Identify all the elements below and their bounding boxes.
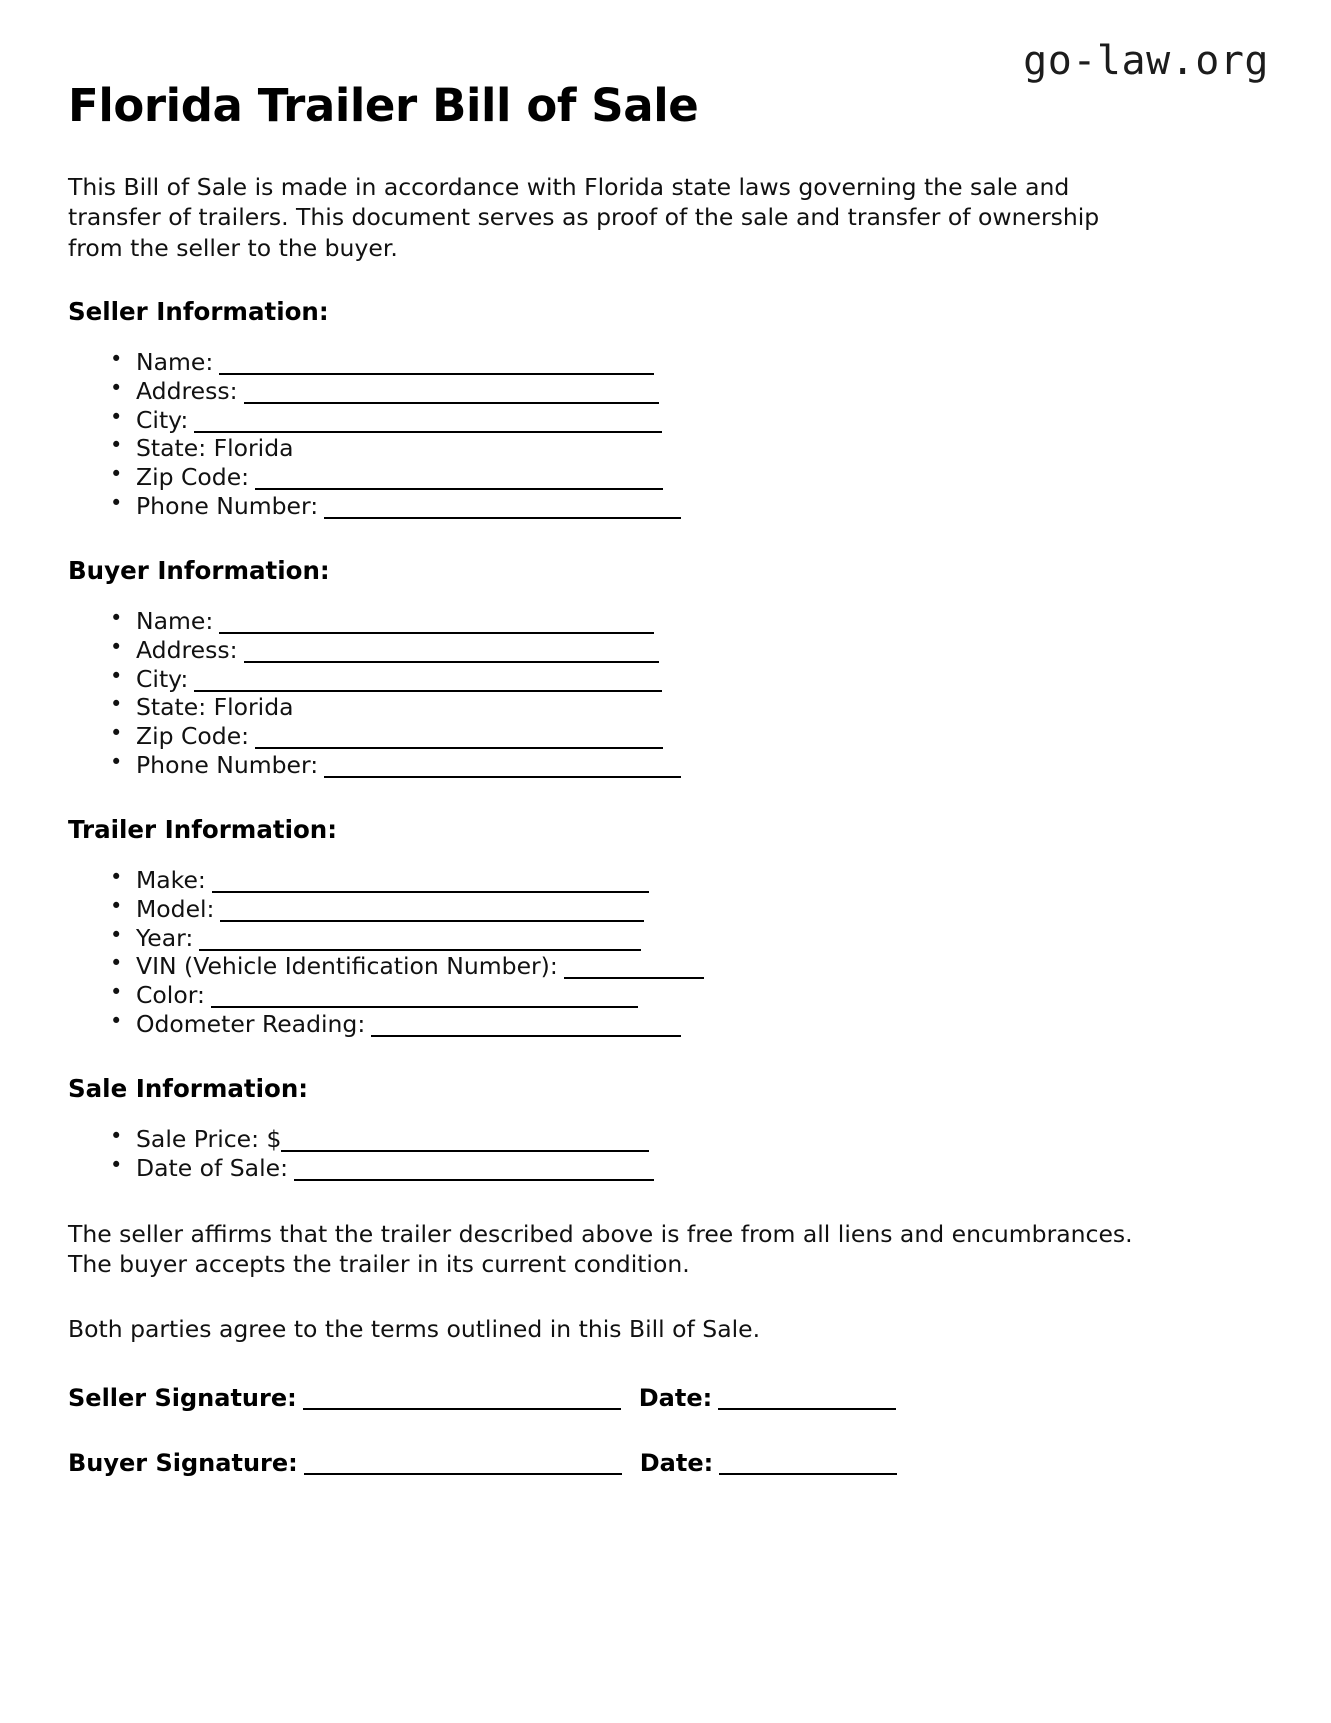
list-item: [110, 1154, 1178, 1183]
field-label: Address:: [136, 377, 238, 406]
field-value: Florida: [206, 434, 294, 463]
list-item: [110, 924, 1178, 953]
site-watermark: go-law.org: [1023, 38, 1269, 84]
list-item: [110, 636, 1178, 665]
fill-in-blank[interactable]: [194, 417, 662, 433]
fill-in-blank[interactable]: [564, 963, 704, 979]
list-item: [110, 434, 1178, 463]
field-label: Make:: [136, 866, 206, 895]
list-item: [110, 607, 1178, 636]
signature-label: Buyer Signature:: [68, 1448, 298, 1477]
fill-in-blank[interactable]: [211, 992, 638, 1008]
fill-in-blank[interactable]: [294, 1165, 654, 1181]
signature-block: [68, 1384, 1178, 1478]
fill-in-blank[interactable]: [199, 935, 641, 951]
list-item: [110, 348, 1178, 377]
list-item: [110, 1125, 1178, 1154]
list-item: [110, 895, 1178, 924]
seller-field-list: [68, 348, 1178, 520]
signature-row: [68, 1449, 1178, 1478]
fill-in-blank[interactable]: [324, 503, 681, 519]
fill-in-blank[interactable]: [220, 906, 644, 922]
list-item: [110, 492, 1178, 521]
field-label: Address:: [136, 635, 238, 664]
field-label: Sale Price: $: [136, 1125, 282, 1154]
intro-paragraph: This Bill of Sale is made in accordance with Florida state laws governing the sale and transfer of trailers. This document serves as proof of the sale and transfer of ownership from the seller to the buyer.: [68, 172, 1100, 262]
fill-in-blank[interactable]: [281, 1136, 649, 1152]
fill-in-blank[interactable]: [255, 474, 663, 490]
signature-line[interactable]: [303, 1395, 621, 1410]
fill-in-blank[interactable]: [244, 388, 659, 404]
closing-paragraph-2: Both parties agree to the terms outlined in this Bill of Sale.: [68, 1314, 761, 1343]
fill-in-blank[interactable]: [219, 618, 654, 634]
fill-in-blank[interactable]: [194, 676, 662, 692]
field-label: City:: [136, 405, 189, 434]
list-item: [110, 981, 1178, 1010]
closing-section: [68, 1219, 1178, 1345]
sale-field-list: [68, 1125, 1178, 1182]
fill-in-blank[interactable]: [244, 647, 659, 663]
date-line[interactable]: [719, 1460, 897, 1475]
list-item: [110, 406, 1178, 435]
section-heading-buyer: Buyer Information:: [68, 556, 330, 586]
field-label: Name:: [136, 348, 214, 377]
signature-row: [68, 1384, 1178, 1413]
page-title: Florida Trailer Bill of Sale: [68, 79, 699, 132]
date-label: Date:: [638, 1384, 713, 1413]
trailer-field-list: [68, 866, 1178, 1038]
field-label: Color:: [136, 980, 205, 1009]
fill-in-blank[interactable]: [324, 762, 681, 778]
fill-in-blank[interactable]: [212, 877, 649, 893]
field-label: Zip Code:: [136, 721, 250, 750]
fill-in-blank[interactable]: [255, 733, 663, 749]
list-item: [110, 1010, 1178, 1039]
signature-label: Seller Signature:: [68, 1384, 297, 1413]
field-label: VIN (Vehicle Identification Number):: [136, 952, 558, 981]
field-label: State:: [136, 434, 207, 463]
fill-in-blank[interactable]: [219, 359, 654, 375]
list-item: [110, 866, 1178, 895]
list-item: [110, 693, 1178, 722]
list-item: [110, 463, 1178, 492]
list-item: [110, 952, 1178, 981]
fill-in-blank[interactable]: [371, 1021, 681, 1037]
field-label: Zip Code:: [136, 463, 250, 492]
section-heading-trailer: Trailer Information:: [68, 815, 338, 845]
signature-line[interactable]: [304, 1460, 622, 1475]
buyer-field-list: [68, 607, 1178, 779]
field-label: Phone Number:: [136, 491, 319, 520]
date-label: Date:: [639, 1448, 714, 1477]
field-label: State:: [136, 693, 207, 722]
date-line[interactable]: [718, 1395, 896, 1410]
document-content: [68, 80, 1178, 1514]
list-item: [110, 751, 1178, 780]
field-label: Name:: [136, 607, 214, 636]
field-label: City:: [136, 664, 189, 693]
closing-paragraph-1: The seller affirms that the trailer described above is free from all liens and encumbrances. The buyer accepts the trailer in its current condition.: [68, 1219, 1133, 1279]
field-value: Florida: [206, 693, 294, 722]
section-heading-sale: Sale Information:: [68, 1074, 309, 1104]
list-item: [110, 377, 1178, 406]
field-label: Phone Number:: [136, 750, 319, 779]
section-heading-seller: Seller Information:: [68, 297, 329, 327]
field-label: Date of Sale:: [136, 1153, 288, 1182]
field-label: Model:: [136, 894, 215, 923]
list-item: [110, 665, 1178, 694]
field-label: Odometer Reading:: [136, 1009, 366, 1038]
list-item: [110, 722, 1178, 751]
field-label: Year:: [136, 923, 194, 952]
